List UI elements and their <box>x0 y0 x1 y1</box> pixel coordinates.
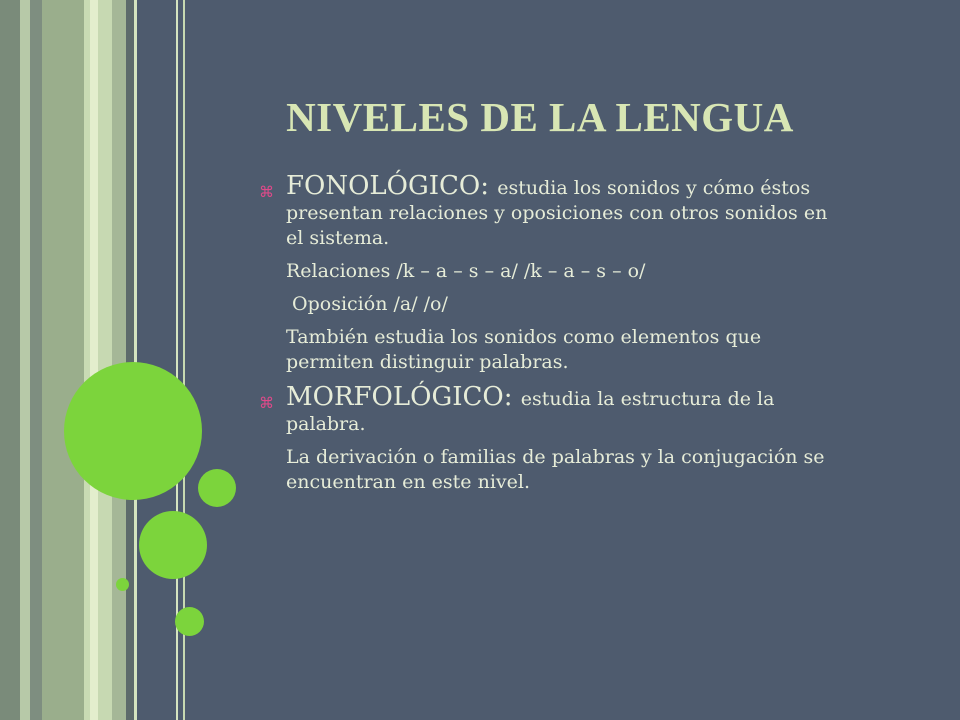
decor-circle-tiny <box>116 578 129 591</box>
decor-circle-small-1 <box>198 469 236 507</box>
slide-content <box>256 171 836 495</box>
decor-circle-small-2 <box>175 607 204 636</box>
decor-circle-large <box>64 362 202 500</box>
bullet-body <box>286 171 828 249</box>
bullet-text: estudia la estructura de la palabra. <box>286 388 775 435</box>
bullet-body <box>286 382 775 435</box>
bullet-item-morfologico <box>256 382 836 437</box>
bullet-icon: ⌘ <box>259 394 274 412</box>
slide-title: NIVELES DE LA LENGUA <box>286 94 794 140</box>
paragraph: También estudia los sonidos como elementos que permiten distinguir palabras. <box>286 326 762 373</box>
paragraph: La derivación o familias de palabras y la conjugación se encuentran en este nivel. <box>286 446 825 493</box>
decor-circle-medium <box>139 511 207 579</box>
bullet-item-fonologico <box>256 171 836 251</box>
paragraph: Relaciones /k – a – s – a/ /k – a – s – o/ <box>286 260 646 282</box>
bullet-heading: FONOLÓGICO: <box>286 171 498 201</box>
paragraph: Oposición /a/ /o/ <box>286 293 448 315</box>
bullet-heading: MORFOLÓGICO: <box>286 382 521 412</box>
bullet-text: estudia los sonidos y cómo éstos presentan relaciones y oposiciones con otros sonidos en el sistema. <box>286 177 828 249</box>
bullet-icon: ⌘ <box>259 183 274 201</box>
